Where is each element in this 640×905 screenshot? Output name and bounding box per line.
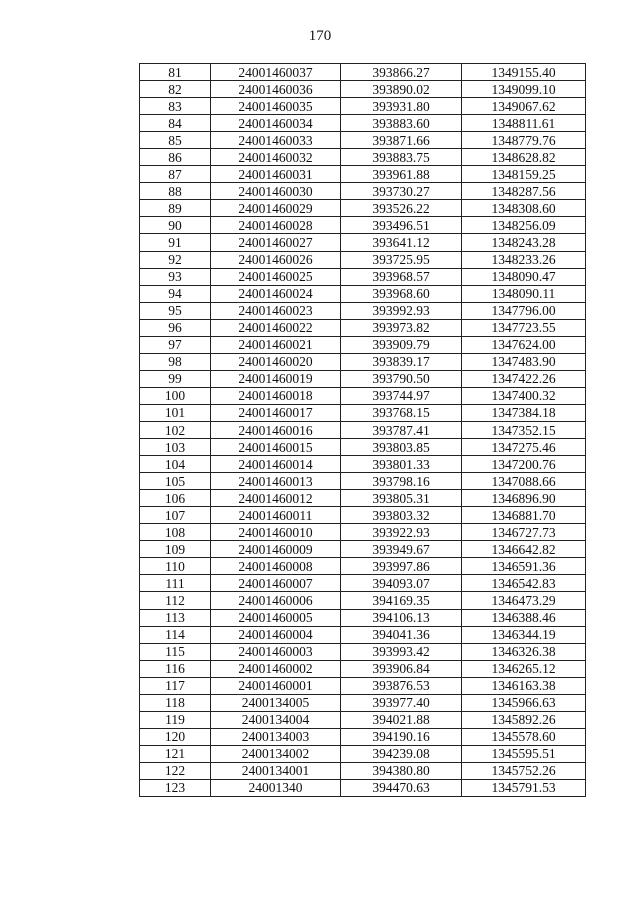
row-number-cell: 99 (140, 370, 211, 387)
y-coordinate-cell: 1346881.70 (462, 507, 586, 524)
row-number-cell: 116 (140, 660, 211, 677)
x-coordinate-cell: 393496.51 (341, 217, 462, 234)
table-row (140, 677, 586, 694)
table-row (140, 183, 586, 200)
x-coordinate-cell: 394106.13 (341, 609, 462, 626)
table-row (140, 711, 586, 728)
point-id-cell: 24001460001 (211, 677, 341, 694)
point-id-cell: 2400134001 (211, 762, 341, 779)
row-number-cell: 120 (140, 728, 211, 745)
point-id-cell: 24001460005 (211, 609, 341, 626)
row-number-cell: 113 (140, 609, 211, 626)
point-id-cell: 24001460011 (211, 507, 341, 524)
x-coordinate-cell: 393909.79 (341, 336, 462, 353)
point-id-cell: 24001460004 (211, 626, 341, 643)
x-coordinate-cell: 393993.42 (341, 643, 462, 660)
point-id-cell: 24001460020 (211, 353, 341, 370)
y-coordinate-cell: 1347796.00 (462, 302, 586, 319)
row-number-cell: 115 (140, 643, 211, 660)
point-id-cell: 24001460002 (211, 660, 341, 677)
table-row (140, 353, 586, 370)
y-coordinate-cell: 1345966.63 (462, 694, 586, 711)
y-coordinate-cell: 1347723.55 (462, 319, 586, 336)
x-coordinate-cell: 393871.66 (341, 132, 462, 149)
x-coordinate-cell: 394093.07 (341, 575, 462, 592)
x-coordinate-cell: 393992.93 (341, 302, 462, 319)
x-coordinate-cell: 393803.85 (341, 439, 462, 456)
row-number-cell: 109 (140, 541, 211, 558)
point-id-cell: 2400134003 (211, 728, 341, 745)
x-coordinate-cell: 393839.17 (341, 353, 462, 370)
y-coordinate-cell: 1345595.51 (462, 745, 586, 762)
x-coordinate-cell: 394041.36 (341, 626, 462, 643)
y-coordinate-cell: 1348287.56 (462, 183, 586, 200)
point-id-cell: 24001460014 (211, 456, 341, 473)
row-number-cell: 81 (140, 64, 211, 81)
table-row (140, 200, 586, 217)
row-number-cell: 92 (140, 251, 211, 268)
table-row (140, 439, 586, 456)
y-coordinate-cell: 1346542.83 (462, 575, 586, 592)
table-row (140, 302, 586, 319)
table-row (140, 81, 586, 98)
table-row (140, 64, 586, 81)
y-coordinate-cell: 1347422.26 (462, 370, 586, 387)
point-id-cell: 24001460025 (211, 268, 341, 285)
table-row (140, 592, 586, 609)
y-coordinate-cell: 1348090.11 (462, 285, 586, 302)
y-coordinate-cell: 1347200.76 (462, 456, 586, 473)
x-coordinate-cell: 393906.84 (341, 660, 462, 677)
row-number-cell: 118 (140, 694, 211, 711)
point-id-cell: 24001460036 (211, 81, 341, 98)
y-coordinate-cell: 1347352.15 (462, 421, 586, 438)
table-row (140, 132, 586, 149)
row-number-cell: 114 (140, 626, 211, 643)
point-id-cell: 24001460018 (211, 387, 341, 404)
row-number-cell: 110 (140, 558, 211, 575)
row-number-cell: 119 (140, 711, 211, 728)
table-row (140, 336, 586, 353)
x-coordinate-cell: 393883.75 (341, 149, 462, 166)
y-coordinate-cell: 1347400.32 (462, 387, 586, 404)
x-coordinate-cell: 393641.12 (341, 234, 462, 251)
point-id-cell: 24001460030 (211, 183, 341, 200)
x-coordinate-cell: 393798.16 (341, 473, 462, 490)
x-coordinate-cell: 393725.95 (341, 251, 462, 268)
table-row (140, 558, 586, 575)
row-number-cell: 117 (140, 677, 211, 694)
table-row (140, 779, 586, 796)
row-number-cell: 123 (140, 779, 211, 796)
point-id-cell: 24001460021 (211, 336, 341, 353)
y-coordinate-cell: 1348090.47 (462, 268, 586, 285)
row-number-cell: 111 (140, 575, 211, 592)
row-number-cell: 108 (140, 524, 211, 541)
y-coordinate-cell: 1348811.61 (462, 115, 586, 132)
x-coordinate-cell: 393968.60 (341, 285, 462, 302)
point-id-cell: 24001460003 (211, 643, 341, 660)
x-coordinate-cell: 393526.22 (341, 200, 462, 217)
y-coordinate-cell: 1346326.38 (462, 643, 586, 660)
y-coordinate-cell: 1345892.26 (462, 711, 586, 728)
x-coordinate-cell: 394021.88 (341, 711, 462, 728)
point-id-cell: 2400134004 (211, 711, 341, 728)
row-number-cell: 86 (140, 149, 211, 166)
row-number-cell: 85 (140, 132, 211, 149)
table-row (140, 387, 586, 404)
table-row (140, 643, 586, 660)
row-number-cell: 93 (140, 268, 211, 285)
y-coordinate-cell: 1346344.19 (462, 626, 586, 643)
x-coordinate-cell: 394380.80 (341, 762, 462, 779)
point-id-cell: 24001460006 (211, 592, 341, 609)
point-id-cell: 24001460031 (211, 166, 341, 183)
y-coordinate-cell: 1346265.12 (462, 660, 586, 677)
x-coordinate-cell: 393922.93 (341, 524, 462, 541)
table-row (140, 609, 586, 626)
x-coordinate-cell: 394470.63 (341, 779, 462, 796)
point-id-cell: 24001460027 (211, 234, 341, 251)
point-id-cell: 24001460035 (211, 98, 341, 115)
row-number-cell: 106 (140, 490, 211, 507)
x-coordinate-cell: 394169.35 (341, 592, 462, 609)
x-coordinate-cell: 393961.88 (341, 166, 462, 183)
x-coordinate-cell: 393890.02 (341, 81, 462, 98)
y-coordinate-cell: 1348159.25 (462, 166, 586, 183)
table-row (140, 404, 586, 421)
x-coordinate-cell: 393787.41 (341, 421, 462, 438)
row-number-cell: 102 (140, 421, 211, 438)
row-number-cell: 82 (140, 81, 211, 98)
table-row (140, 694, 586, 711)
x-coordinate-cell: 393744.97 (341, 387, 462, 404)
table-row (140, 456, 586, 473)
table-row (140, 421, 586, 438)
y-coordinate-cell: 1347624.00 (462, 336, 586, 353)
point-id-cell: 24001460019 (211, 370, 341, 387)
page-number: 170 (308, 28, 332, 44)
table-row (140, 745, 586, 762)
row-number-cell: 107 (140, 507, 211, 524)
y-coordinate-cell: 1346163.38 (462, 677, 586, 694)
row-number-cell: 94 (140, 285, 211, 302)
row-number-cell: 101 (140, 404, 211, 421)
y-coordinate-cell: 1347483.90 (462, 353, 586, 370)
table-row (140, 626, 586, 643)
x-coordinate-cell: 393931.80 (341, 98, 462, 115)
point-id-cell: 24001460007 (211, 575, 341, 592)
x-coordinate-cell: 393803.32 (341, 507, 462, 524)
y-coordinate-cell: 1348308.60 (462, 200, 586, 217)
x-coordinate-cell: 394239.08 (341, 745, 462, 762)
x-coordinate-cell: 393968.57 (341, 268, 462, 285)
table-row (140, 149, 586, 166)
row-number-cell: 100 (140, 387, 211, 404)
row-number-cell: 84 (140, 115, 211, 132)
table-row (140, 268, 586, 285)
row-number-cell: 95 (140, 302, 211, 319)
x-coordinate-cell: 393730.27 (341, 183, 462, 200)
table-row (140, 285, 586, 302)
y-coordinate-cell: 1345791.53 (462, 779, 586, 796)
y-coordinate-cell: 1346642.82 (462, 541, 586, 558)
point-id-cell: 24001460009 (211, 541, 341, 558)
table-row (140, 660, 586, 677)
y-coordinate-cell: 1348779.76 (462, 132, 586, 149)
point-id-cell: 24001460026 (211, 251, 341, 268)
table-row (140, 728, 586, 745)
table-row (140, 319, 586, 336)
row-number-cell: 104 (140, 456, 211, 473)
point-id-cell: 24001460012 (211, 490, 341, 507)
table-row (140, 251, 586, 268)
row-number-cell: 122 (140, 762, 211, 779)
row-number-cell: 88 (140, 183, 211, 200)
x-coordinate-cell: 393997.86 (341, 558, 462, 575)
table-row (140, 524, 586, 541)
y-coordinate-cell: 1348233.26 (462, 251, 586, 268)
row-number-cell: 121 (140, 745, 211, 762)
x-coordinate-cell: 393801.33 (341, 456, 462, 473)
y-coordinate-cell: 1349155.40 (462, 64, 586, 81)
point-id-cell: 24001460013 (211, 473, 341, 490)
y-coordinate-cell: 1348256.09 (462, 217, 586, 234)
coordinates-table-body (140, 64, 586, 797)
table-row (140, 370, 586, 387)
y-coordinate-cell: 1346591.36 (462, 558, 586, 575)
y-coordinate-cell: 1345578.60 (462, 728, 586, 745)
table-row (140, 166, 586, 183)
table-row (140, 98, 586, 115)
table-row (140, 762, 586, 779)
y-coordinate-cell: 1347088.66 (462, 473, 586, 490)
y-coordinate-cell: 1348628.82 (462, 149, 586, 166)
x-coordinate-cell: 393805.31 (341, 490, 462, 507)
y-coordinate-cell: 1349067.62 (462, 98, 586, 115)
x-coordinate-cell: 393949.67 (341, 541, 462, 558)
x-coordinate-cell: 393973.82 (341, 319, 462, 336)
row-number-cell: 83 (140, 98, 211, 115)
table-row (140, 115, 586, 132)
x-coordinate-cell: 393977.40 (341, 694, 462, 711)
point-id-cell: 2400134002 (211, 745, 341, 762)
point-id-cell: 24001460008 (211, 558, 341, 575)
row-number-cell: 91 (140, 234, 211, 251)
table-row (140, 541, 586, 558)
point-id-cell: 24001460028 (211, 217, 341, 234)
point-id-cell: 24001460023 (211, 302, 341, 319)
point-id-cell: 2400134005 (211, 694, 341, 711)
y-coordinate-cell: 1345752.26 (462, 762, 586, 779)
table-row (140, 234, 586, 251)
row-number-cell: 103 (140, 439, 211, 456)
x-coordinate-cell: 394190.16 (341, 728, 462, 745)
point-id-cell: 24001460022 (211, 319, 341, 336)
row-number-cell: 105 (140, 473, 211, 490)
row-number-cell: 98 (140, 353, 211, 370)
table-row (140, 473, 586, 490)
row-number-cell: 96 (140, 319, 211, 336)
y-coordinate-cell: 1348243.28 (462, 234, 586, 251)
table-row (140, 507, 586, 524)
y-coordinate-cell: 1346896.90 (462, 490, 586, 507)
y-coordinate-cell: 1346727.73 (462, 524, 586, 541)
y-coordinate-cell: 1349099.10 (462, 81, 586, 98)
row-number-cell: 97 (140, 336, 211, 353)
point-id-cell: 24001460032 (211, 149, 341, 166)
table-row (140, 575, 586, 592)
y-coordinate-cell: 1346388.46 (462, 609, 586, 626)
row-number-cell: 112 (140, 592, 211, 609)
point-id-cell: 24001460034 (211, 115, 341, 132)
point-id-cell: 24001460010 (211, 524, 341, 541)
point-id-cell: 24001460016 (211, 421, 341, 438)
point-id-cell: 24001460029 (211, 200, 341, 217)
point-id-cell: 24001460015 (211, 439, 341, 456)
x-coordinate-cell: 393866.27 (341, 64, 462, 81)
table-row (140, 490, 586, 507)
y-coordinate-cell: 1346473.29 (462, 592, 586, 609)
y-coordinate-cell: 1347275.46 (462, 439, 586, 456)
point-id-cell: 24001460037 (211, 64, 341, 81)
y-coordinate-cell: 1347384.18 (462, 404, 586, 421)
point-id-cell: 24001460024 (211, 285, 341, 302)
x-coordinate-cell: 393876.53 (341, 677, 462, 694)
row-number-cell: 90 (140, 217, 211, 234)
x-coordinate-cell: 393790.50 (341, 370, 462, 387)
table-row (140, 217, 586, 234)
x-coordinate-cell: 393883.60 (341, 115, 462, 132)
point-id-cell: 24001340 (211, 779, 341, 796)
row-number-cell: 89 (140, 200, 211, 217)
x-coordinate-cell: 393768.15 (341, 404, 462, 421)
point-id-cell: 24001460033 (211, 132, 341, 149)
row-number-cell: 87 (140, 166, 211, 183)
point-id-cell: 24001460017 (211, 404, 341, 421)
coordinates-table (139, 63, 586, 797)
